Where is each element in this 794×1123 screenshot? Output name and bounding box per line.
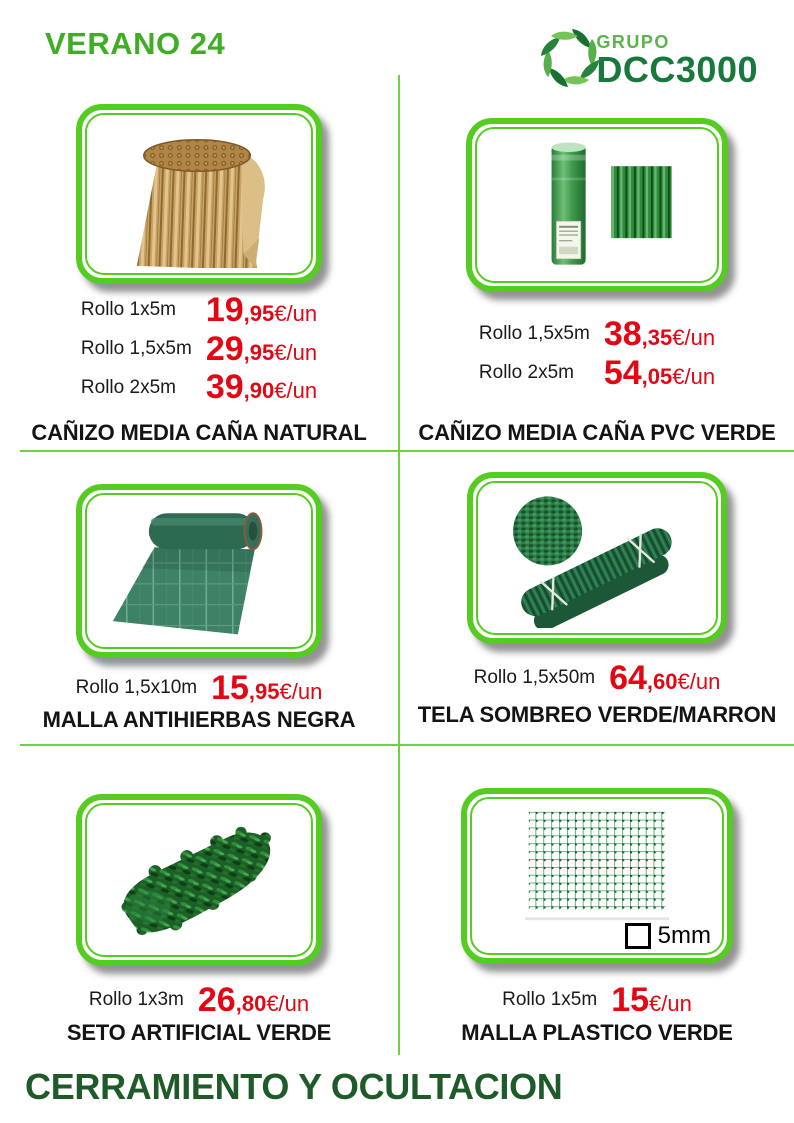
- product-card-malla-antihierbas: [0, 452, 398, 744]
- logo-grupo-word: GRUPO: [596, 31, 670, 52]
- product-name: CAÑIZO MEDIA CAÑA PVC VERDE: [418, 420, 776, 445]
- product-name: CAÑIZO MEDIA CAÑA NATURAL: [31, 420, 367, 445]
- price-size-label: Rollo 1x3m: [88, 989, 184, 1011]
- product-name: TELA SOMBREO VERDE/MARRON: [417, 702, 777, 727]
- price-unit: €/un: [274, 339, 318, 365]
- price-integer: 38: [603, 315, 642, 353]
- product-image-frame: [461, 788, 733, 964]
- shade-cloth-roll-photo: [483, 488, 711, 628]
- price-decimal: ,60: [646, 669, 678, 694]
- price-integer: 15: [211, 669, 249, 707]
- price-value: [206, 369, 317, 406]
- natural-cane-roll-photo: [92, 120, 306, 268]
- price-integer: 15: [611, 981, 650, 1019]
- price-integer: 29: [205, 329, 244, 368]
- price-unit: €/un: [274, 378, 318, 404]
- price-value: [211, 670, 322, 707]
- logo-wordmark: [596, 33, 758, 88]
- price-size-label: Rollo 2x5m: [80, 376, 176, 398]
- grupo-dcc3000-logo: [538, 26, 758, 90]
- price-unit: €/un: [677, 669, 721, 694]
- product-name: MALLA PLASTICO VERDE: [461, 1020, 733, 1045]
- price-decimal: ,95: [243, 301, 275, 326]
- product-card-canizo-natural: [0, 96, 398, 450]
- category-title: CERRAMIENTO Y OCULTACION: [25, 1066, 563, 1107]
- product-image-frame: [76, 794, 322, 966]
- product-card-malla-plastico: [400, 746, 794, 1054]
- season-title: VERANO 24: [45, 26, 226, 61]
- mesh-scale-indicator: [625, 922, 711, 950]
- price-value: [206, 331, 317, 368]
- scale-square-icon: [625, 923, 651, 949]
- price-unit: €/un: [672, 363, 716, 389]
- price-value: [604, 355, 715, 392]
- price-decimal: ,95: [243, 339, 275, 365]
- price-decimal: ,90: [243, 378, 275, 404]
- swirl-leaves-icon: [538, 26, 602, 90]
- product-image-frame: [466, 118, 728, 292]
- price-list: [474, 660, 721, 697]
- price-decimal: ,35: [641, 325, 673, 350]
- price-size-label: Rollo 2x5m: [478, 362, 574, 384]
- price-value: [604, 316, 715, 353]
- product-image-frame: [467, 472, 727, 644]
- price-integer: 54: [603, 353, 642, 392]
- price-value: [206, 292, 317, 329]
- product-card-canizo-pvc: [400, 96, 794, 450]
- price-value: [198, 982, 309, 1019]
- price-unit: €/un: [649, 991, 692, 1016]
- price-integer: 39: [205, 368, 244, 407]
- product-name: SETO ARTIFICIAL VERDE: [66, 1020, 332, 1045]
- price-list: [81, 292, 317, 406]
- price-integer: 19: [205, 291, 244, 329]
- price-size-label: Rollo 1x5m: [502, 989, 598, 1011]
- price-list: [479, 316, 715, 391]
- product-name: MALLA ANTIHIERBAS NEGRA: [42, 706, 356, 732]
- logo-brand-word: DCC3000: [596, 48, 758, 90]
- product-image-frame: [76, 484, 322, 658]
- price-decimal: ,05: [641, 363, 673, 389]
- price-decimal: ,95: [248, 679, 280, 704]
- price-unit: €/un: [672, 325, 716, 350]
- price-list: [502, 982, 692, 1019]
- price-size-label: Rollo 1x5m: [80, 299, 176, 321]
- price-list: [89, 982, 309, 1019]
- scale-label: 5mm: [657, 922, 711, 949]
- price-integer: 26: [197, 981, 236, 1019]
- weed-control-fabric-roll-photo: [92, 500, 306, 642]
- price-unit: €/un: [279, 679, 323, 704]
- price-size-label: Rollo 1,5x50m: [473, 667, 596, 689]
- product-card-seto-artificial: [0, 746, 398, 1054]
- artificial-hedge-roll-photo: [92, 810, 306, 950]
- green-pvc-cane-roll-photo: [482, 134, 712, 276]
- price-decimal: ,80: [235, 991, 267, 1016]
- price-value: [609, 660, 720, 697]
- price-integer: 64: [609, 659, 647, 697]
- price-value: [611, 982, 692, 1019]
- price-size-label: Rollo 1,5x5m: [478, 323, 590, 345]
- price-unit: €/un: [274, 301, 318, 326]
- price-unit: €/un: [266, 991, 310, 1016]
- price-list: [76, 670, 323, 707]
- price-size-label: Rollo 1,5x5m: [80, 338, 192, 360]
- product-image-frame: [76, 104, 322, 284]
- price-size-label: Rollo 1,5x10m: [75, 677, 198, 699]
- product-card-tela-sombreo: [400, 452, 794, 744]
